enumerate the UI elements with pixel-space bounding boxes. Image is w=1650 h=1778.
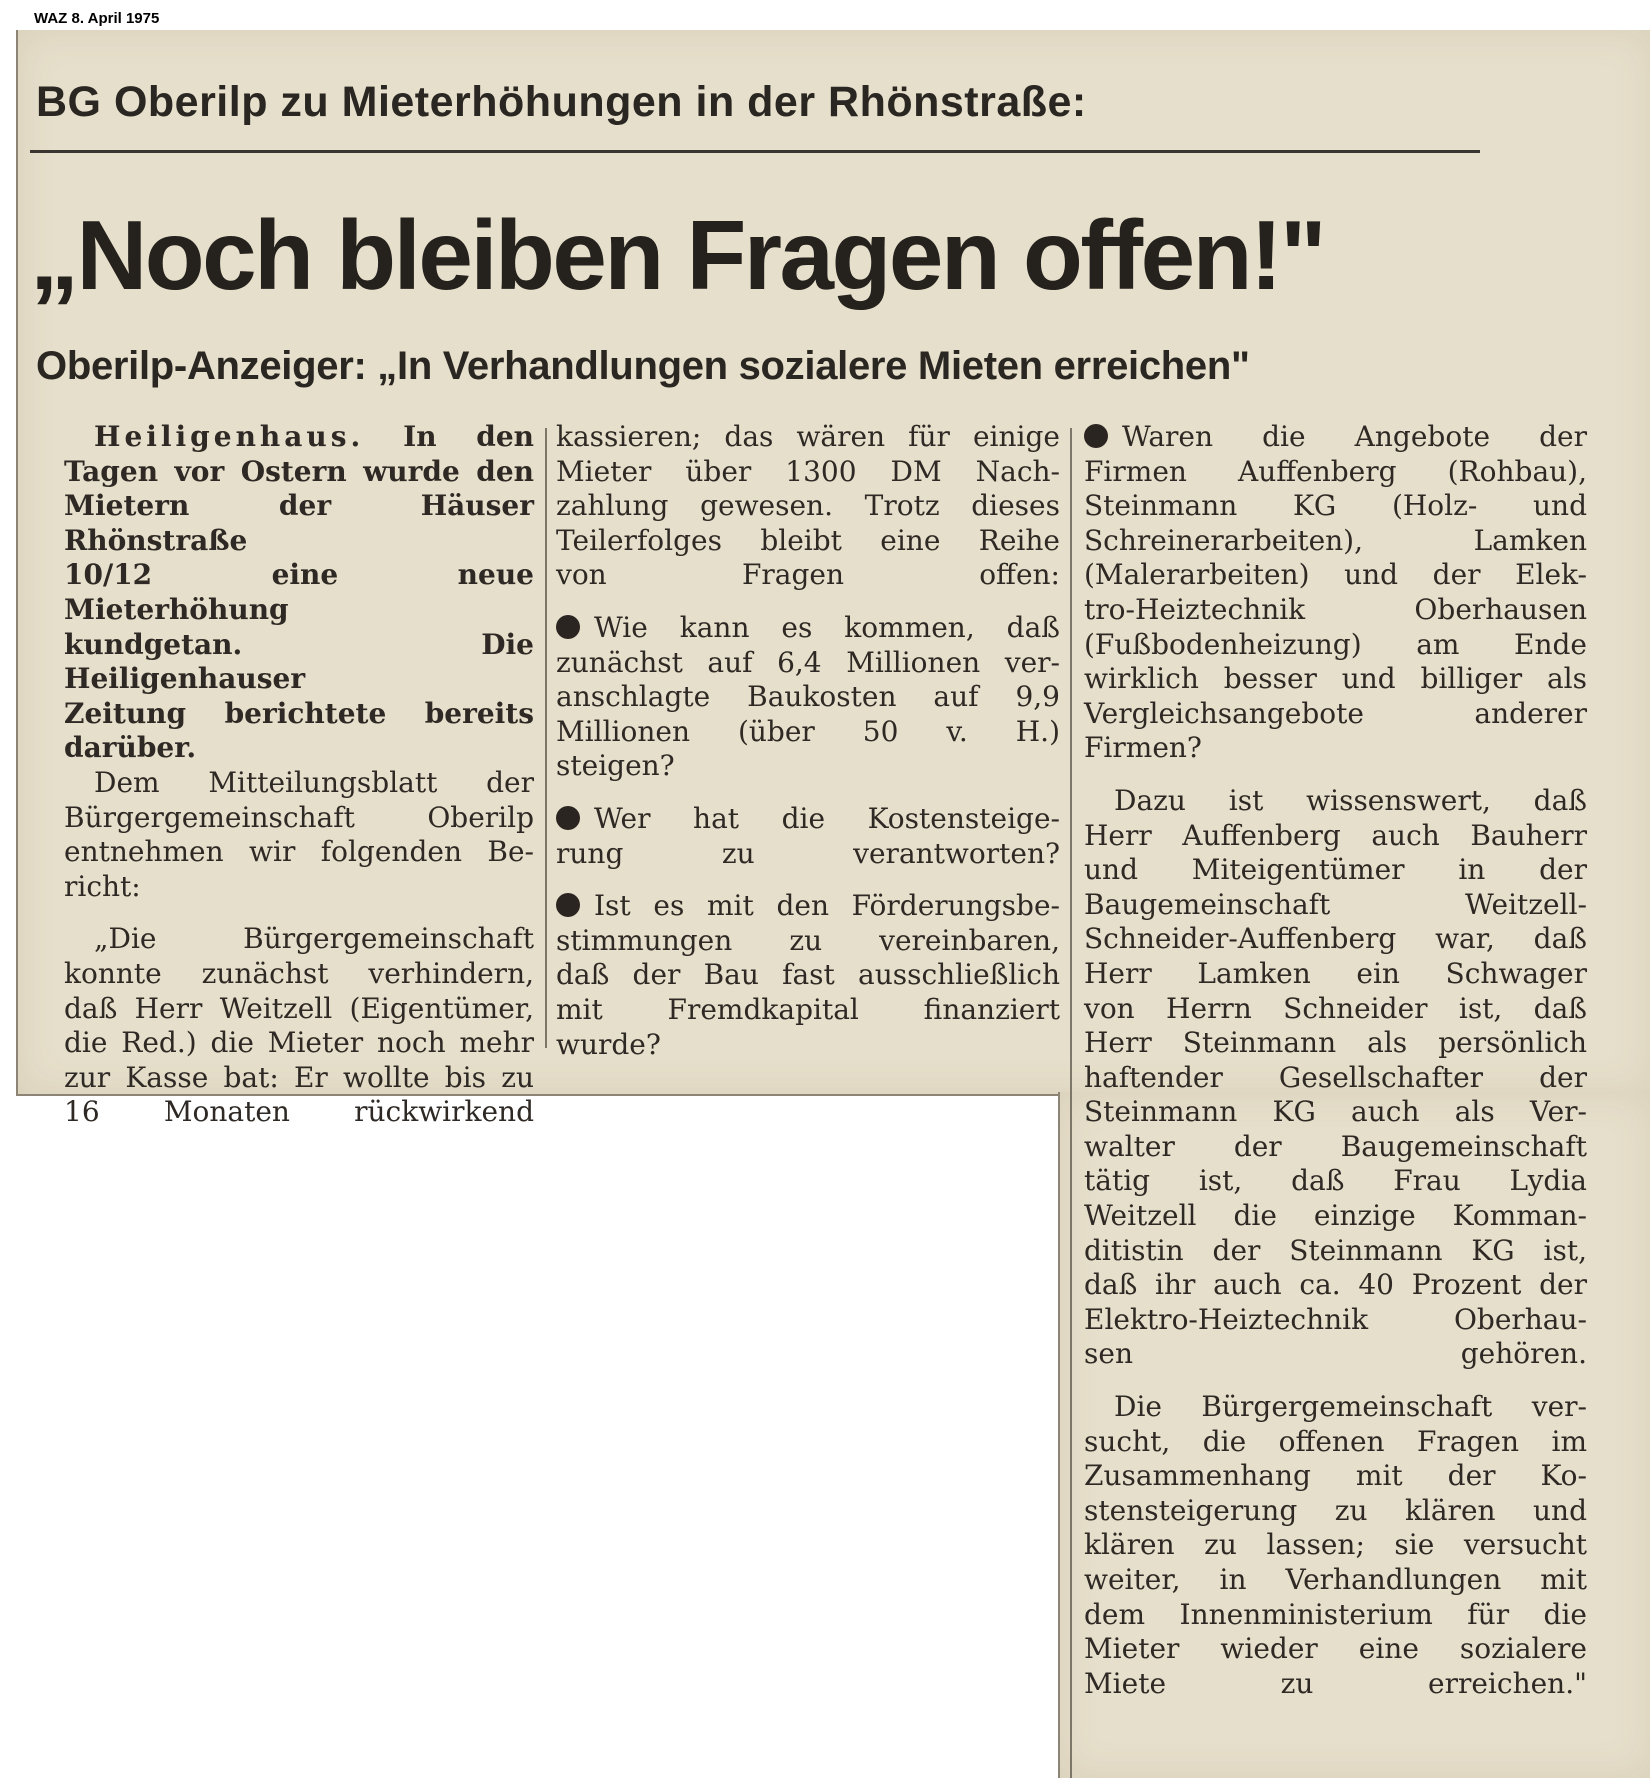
- text-line: Elektro-Heiztechnik Oberhau-: [1084, 1302, 1587, 1336]
- column-rule: [545, 428, 547, 1048]
- text-line: klären zu lassen; sie versucht: [1084, 1528, 1587, 1562]
- article-column-3: [1084, 420, 1587, 1701]
- text-line: Millionen (über 50 v. H.): [556, 714, 1060, 748]
- text-line: walter der Baugemeinschaft: [1084, 1129, 1587, 1163]
- text-line: Mieter wieder eine sozialere: [1084, 1632, 1587, 1666]
- text-line: stensteigerung zu klären und: [1084, 1493, 1587, 1527]
- text-line: Zeitung berichtete bereits: [64, 696, 534, 730]
- text-line: Herr Steinmann als persönlich: [1084, 1026, 1587, 1060]
- kicker-heading: BG Oberilp zu Mieterhöhungen in der Rhönstraße:: [36, 78, 1087, 126]
- text-line: Dazu ist wissenswert, daß: [1114, 783, 1587, 817]
- text-line: daß Herr Weitzell (Eigentümer,: [64, 991, 534, 1025]
- question-item: [1084, 420, 1587, 766]
- text-line: Mietern der Häuser Rhönstraße: [64, 489, 534, 557]
- text-line: Mieter über 1300 DM Nach-: [556, 454, 1060, 488]
- question-item: [556, 889, 1060, 1062]
- text-line: zur Kasse bat: Er wollte bis zu: [64, 1060, 534, 1094]
- text-line: mit Fremdkapital finanziert: [556, 992, 1060, 1026]
- text-line: (Fußbodenheizung) am Ende: [1084, 627, 1587, 661]
- kicker-rule: [30, 150, 1480, 153]
- bullet-icon: [556, 806, 580, 830]
- text-line: wirklich besser und billiger als: [1084, 662, 1587, 696]
- text-line: Tagen vor Ostern wurde den: [64, 454, 534, 488]
- text-line: Teilerfolges bleibt eine Reihe: [556, 523, 1060, 557]
- text-line: rung zu verantworten?: [556, 836, 1060, 870]
- text-line: Miete zu erreichen.": [1084, 1666, 1587, 1700]
- text-line: von Herrn Schneider ist, daß: [1084, 991, 1587, 1025]
- text-line: kundgetan. Die Heiligenhauser: [64, 627, 534, 696]
- lead-paragraph: [64, 420, 534, 766]
- text-line: Dem Mitteilungsblatt der: [94, 765, 534, 799]
- paragraph: [64, 766, 534, 904]
- article-column-2: [556, 420, 1060, 1062]
- text-line: Schneider-Auffenberg war, daß: [1084, 922, 1587, 956]
- text-line: 10/12 eine neue Mieterhöhung: [64, 558, 534, 626]
- text-line: In den: [403, 420, 535, 453]
- paragraph: [556, 420, 1060, 593]
- text-line: 16 Monaten rückwirkend: [64, 1095, 534, 1129]
- question-item: [556, 611, 1060, 784]
- text-line: entnehmen wir folgenden Be-: [64, 835, 534, 869]
- text-line: Herr Lamken ein Schwager: [1084, 956, 1587, 990]
- text-line: Steinmann KG (Holz- und: [1084, 489, 1587, 523]
- text-line: haftender Gesellschafter der: [1084, 1060, 1587, 1094]
- text-line: und Miteigentümer in der: [1084, 853, 1587, 887]
- text-line: Baugemeinschaft Weitzell-: [1084, 887, 1587, 921]
- text-line: anschlagte Baukosten auf 9,9: [556, 680, 1060, 714]
- text-line: Ist es mit den Förderungsbe-: [594, 889, 1060, 923]
- text-line: stimmungen zu vereinbaren,: [556, 923, 1060, 957]
- paragraph: [1084, 784, 1587, 1372]
- paragraph: [64, 922, 534, 1130]
- text-line: Wie kann es kommen, daß: [594, 610, 1060, 644]
- text-line: Waren die Angebote der: [1122, 420, 1587, 453]
- text-line: Wer hat die Kostensteige-: [594, 801, 1060, 835]
- bullet-icon: [1084, 424, 1108, 448]
- headline: „Noch bleiben Fragen offen!": [30, 200, 1325, 310]
- text-line: Herr Auffenberg auch Bauherr: [1084, 818, 1587, 852]
- text-line: Vergleichsangebote anderer: [1084, 696, 1587, 730]
- paragraph: [1084, 1390, 1587, 1701]
- text-line: darüber.: [64, 731, 197, 765]
- bullet-icon: [556, 615, 580, 639]
- subheadline: Oberilp-Anzeiger: „In Verhandlungen sozialere Mieten erreichen": [36, 344, 1250, 388]
- text-line: Schreinerarbeiten), Lamken: [1084, 523, 1587, 557]
- text-line: Bürgergemeinschaft Oberilp: [64, 800, 534, 834]
- source-label: WAZ 8. April 1975: [34, 10, 160, 27]
- text-line: (Malerarbeiten) und der Elek-: [1084, 558, 1587, 592]
- text-line: die Red.) die Mieter noch mehr: [64, 1026, 534, 1060]
- text-line: zahlung gewesen. Trotz dieses: [556, 489, 1060, 523]
- text-line: Firmen?: [1084, 731, 1202, 765]
- dateline: Heiligenhaus.: [94, 420, 365, 453]
- text-line: Zusammenhang mit der Ko-: [1084, 1459, 1587, 1493]
- text-line: tro-Heiztechnik Oberhausen: [1084, 592, 1587, 626]
- text-line: ditistin der Steinmann KG ist,: [1084, 1233, 1587, 1267]
- text-line: Die Bürgergemeinschaft ver-: [1114, 1390, 1587, 1424]
- text-line: Steinmann KG auch als Ver-: [1084, 1095, 1587, 1129]
- text-line: Weitzell die einzige Komman-: [1084, 1199, 1587, 1233]
- text-line: daß der Bau fast ausschließlich: [556, 958, 1060, 992]
- text-line: tätig ist, daß Frau Lydia: [1084, 1164, 1587, 1198]
- text-line: weiter, in Verhandlungen mit: [1084, 1563, 1587, 1596]
- text-line: steigen?: [556, 749, 675, 783]
- column-rule: [1070, 428, 1072, 1778]
- text-line: „Die Bürgergemeinschaft: [94, 922, 534, 956]
- bullet-icon: [556, 893, 580, 917]
- text-line: sen gehören.: [1084, 1337, 1587, 1371]
- text-line: daß ihr auch ca. 40 Prozent der: [1084, 1268, 1587, 1302]
- text-line: konnte zunächst verhindern,: [64, 956, 534, 990]
- lead-text: [64, 420, 534, 764]
- text-line: wurde?: [556, 1027, 661, 1061]
- text-line: dem Innenministerium für die: [1084, 1597, 1587, 1631]
- text-line: sucht, die offenen Fragen im: [1084, 1424, 1587, 1458]
- text-line: richt:: [64, 869, 141, 903]
- question-item: [556, 802, 1060, 871]
- article-column-1: [64, 420, 534, 1130]
- text-line: Firmen Auffenberg (Rohbau),: [1084, 454, 1587, 488]
- text-line: zunächst auf 6,4 Millionen ver-: [556, 645, 1060, 679]
- text-line: von Fragen offen:: [556, 558, 1060, 592]
- text-line: kassieren; das wären für einige: [556, 420, 1060, 453]
